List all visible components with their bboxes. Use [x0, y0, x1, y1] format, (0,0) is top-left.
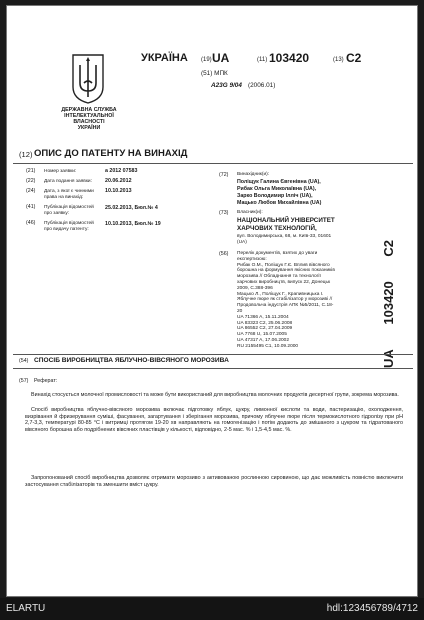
reference-line: Перелік документів, взятих до уваги — [237, 251, 318, 256]
ipc-label: (51) МПК — [201, 70, 228, 77]
title-code: (12) — [19, 150, 33, 159]
abstract-paragraph-3: Запропонований спосіб виробництва дозволяє отримати морозиво з активованою рослинною сировиною, що дає можливість повністю виключити застосування стабілізаторів та зменшити вміст цукру. — [25, 475, 403, 488]
invention-title-divider-top — [13, 354, 413, 355]
reference-line: UA 71366 A, 15.11.2004 — [237, 314, 289, 320]
reference-line: Мацько Л., Поліщук Г., Крапивницька І. — [237, 291, 324, 297]
side-kind-code: C2 — [380, 240, 396, 257]
inventor-name: Рибак Ольга Миколаївна (UA), — [237, 186, 317, 192]
biblio-label-22: Дата подання заявки: — [44, 179, 92, 184]
side-patent-number — [379, 240, 397, 368]
biblio-code-46: (46) — [26, 220, 36, 226]
biblio-code-21: (21) — [26, 168, 36, 174]
reference-line: Рибак О.М., Поліщук Г.Є. Вплив вівсяного — [237, 262, 330, 268]
ipc-edition: (2006.01) — [248, 82, 276, 89]
biblio-value-24: 10.10.2013 — [105, 188, 132, 194]
reference-line: борошна на формування якісних показників — [237, 268, 335, 274]
biblio-value-21: a 2012 07583 — [105, 168, 138, 174]
abstract-label: Реферат: — [34, 378, 58, 384]
biblio-label-24: Дата, з якої є чинними — [44, 189, 94, 194]
footer-handle-id: hdl:123456789/4712 — [326, 603, 418, 614]
biblio-code-24: (24) — [26, 188, 36, 194]
invention-title-divider-bottom — [13, 368, 413, 369]
reference-line: RU 2155495 C1, 10.09.2000 — [237, 343, 299, 349]
biblio-label-41: Публікація відомостей — [44, 205, 94, 210]
country-code: UA — [212, 51, 230, 65]
inventor-name: Зарко Володимир Ілліч (UA), — [237, 193, 313, 199]
ukraine-trident-emblem — [71, 53, 105, 105]
reference-line: UA 47317 A, 17.06.2002 — [237, 337, 290, 343]
agency-line-2: ІНТЕЛЕКТУАЛЬНОЇ — [64, 113, 114, 119]
country-name: УКРАЇНА — [141, 52, 188, 64]
biblio-value-22: 20.06.2012 — [105, 178, 132, 184]
invention-title-code: (54) — [19, 358, 29, 364]
owner-name-line-1: НАЦІОНАЛЬНИЙ УНІВЕРСИТЕТ — [237, 217, 335, 224]
footer-bar — [0, 598, 424, 620]
abstract-paragraph-2: Спосіб виробництва яблучно-вівсяного морозива включає підготовку яблук, цукру, лимонної кислоти та води, пастеризацію, охолодження, визрівання й фризерування суміші, фасування, загартування і зберігання морозива, причому яблучне пюре після термокислотного гідролізу при pH 2,7-3,3, температурі 80-85 °C і витримці протягом 19-20 хв направляють на гомогенізацію і потім додають до змішаного з цукром та гідратованого вівсяного борошна або подрібнених вівсяних пластівців у кількості, відповідно, 2-5 мас. % і 1,5-4,5 мас. %. — [25, 407, 403, 434]
owner-code: (73) — [219, 210, 229, 216]
footer-repository-name: ELARTU — [6, 603, 46, 614]
abstract-code: (57) — [19, 378, 29, 384]
biblio-label-21: Номер заявки: — [44, 169, 77, 174]
reference-line: UA 86552 C2, 27.04.2009 — [237, 326, 293, 332]
kind-code: C2 — [346, 51, 362, 65]
inventor-name: Мацько Любов Михайлівна (UA) — [237, 200, 322, 206]
biblio-value-41: 25.02.2013, Бюл.№ 4 — [105, 205, 158, 211]
patent-number: 103420 — [269, 51, 310, 65]
references-list — [237, 251, 377, 350]
biblio-code-22: (22) — [26, 178, 36, 184]
code-19: (19) — [201, 57, 212, 63]
biblio-value-46: 10.10.2013, Бюл.№ 19 — [105, 221, 161, 227]
biblio-label2-41: про заявку: — [44, 211, 70, 216]
reference-line: 2009, С.388-396 — [237, 285, 273, 291]
owner-address-line-1: вул. Володимирська, 68, м. Київ-33, 01601 — [237, 234, 332, 239]
biblio-code-41: (41) — [26, 204, 36, 210]
reference-line: харчових виробництв, випуск 22, Донецьк — [237, 279, 331, 285]
reference-line: Продовольча індустрія АПК №5/2011, С.18- — [237, 303, 334, 309]
owner-address-line-2: (UA) — [237, 240, 247, 245]
biblio-label2-46: про видачу патенту: — [44, 227, 89, 232]
document-title: ОПИС ДО ПАТЕНТУ НА ВИНАХІД — [34, 148, 188, 159]
inventors-code: (72) — [219, 172, 229, 178]
ipc-code: A23G 9/04 — [211, 82, 242, 89]
owner-label: Власник(и): — [237, 210, 263, 215]
invention-title: СПОСІБ ВИРОБНИЦТВА ЯБЛУЧНО-ВІВСЯНОГО МОРОЗИВА — [34, 357, 229, 364]
references-code: (56) — [219, 251, 229, 257]
owner-name-line-2: ХАРЧОВИХ ТЕХНОЛОГІЙ, — [237, 225, 317, 232]
reference-line: експертизою: — [237, 256, 267, 262]
title-divider — [13, 163, 413, 164]
inventor-name: Поліщук Галина Євгенівна (UA), — [237, 179, 321, 185]
side-country-code: UA — [380, 349, 396, 368]
inventors-label: Винахідник(и): — [237, 172, 270, 177]
reference-line: 20 — [237, 308, 243, 314]
code-11: (11) — [257, 57, 268, 63]
reference-line: UA 83323 C2, 25.06.2008 — [237, 320, 293, 326]
reference-line: морозива // Обладнання та технології — [237, 274, 321, 280]
side-number: 103420 — [380, 281, 396, 325]
agency-line-4: УКРАЇНИ — [77, 125, 101, 131]
code-13: (13) — [333, 57, 344, 63]
agency-line-1: ДЕРЖАВНА СЛУЖБА — [61, 107, 117, 113]
agency-line-3: ВЛАСНОСТІ — [73, 119, 105, 125]
biblio-label-46: Публікація відомостей — [44, 221, 94, 226]
patent-document-page — [6, 5, 418, 597]
biblio-label2-24: права на винахід: — [44, 195, 84, 200]
abstract-paragraph-1: Винахід стосується молочної промисловості та може бути використаний для виробництва молочних продуктів десертної групи, зокрема морозива. — [31, 392, 399, 398]
reference-line: Яблучне пюре як стабілізатор у морозиві // — [237, 297, 333, 303]
reference-line: UA 7768 U, 15.07.2005 — [237, 332, 287, 338]
